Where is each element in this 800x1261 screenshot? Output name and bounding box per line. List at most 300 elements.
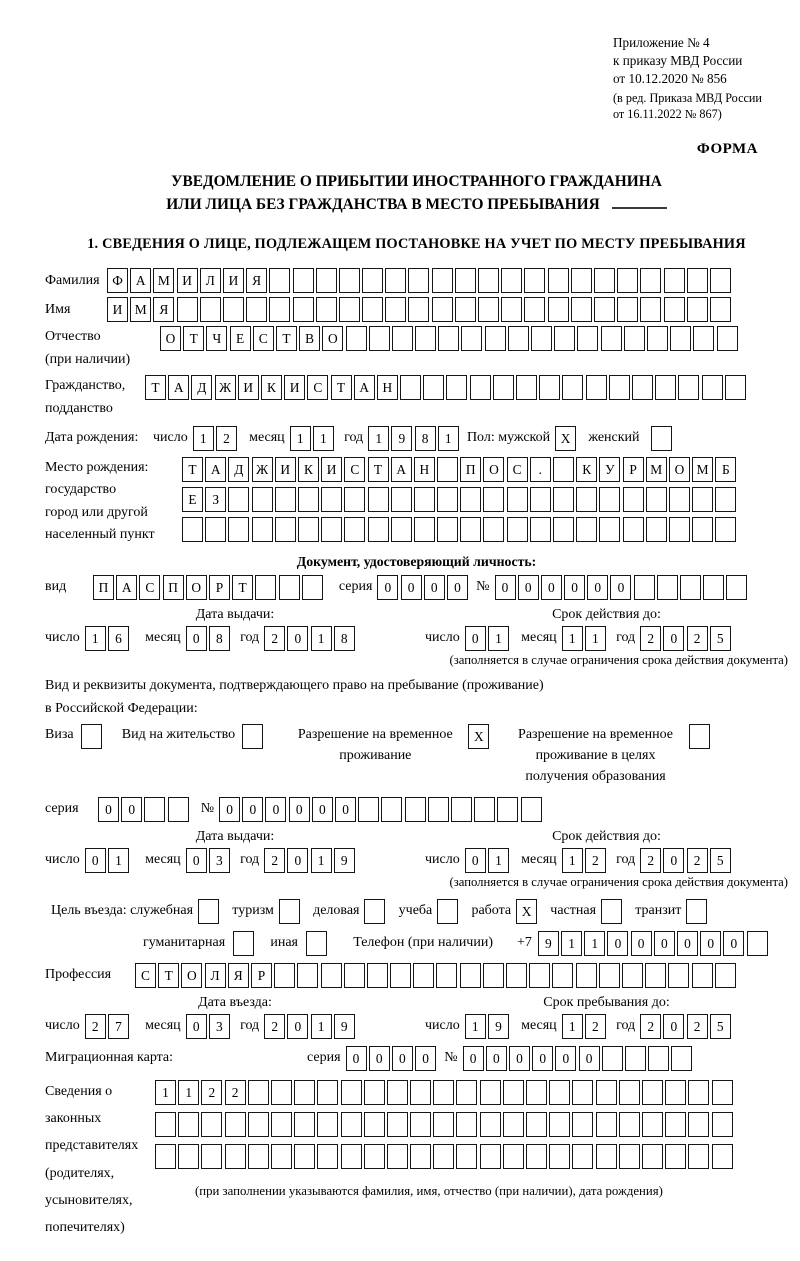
month-label: месяц (249, 430, 285, 446)
form-cell: Т (183, 326, 204, 351)
form-cell (414, 517, 435, 542)
birthplace-label: Место рождения: государство город или другой населенный пункт (45, 459, 155, 543)
form-cell: 0 (219, 797, 240, 822)
form-cell: 2 (687, 1014, 708, 1039)
form-cell (665, 1144, 686, 1169)
form-cell (622, 963, 643, 988)
form-cell: К (576, 457, 597, 482)
patronymic-label: Отчество (при наличии) (45, 329, 131, 367)
form-cell (233, 931, 254, 956)
form-cell: 0 (377, 575, 398, 600)
form-cell (526, 1112, 547, 1137)
form-cell: М (130, 297, 151, 322)
form-cell: 0 (287, 1014, 308, 1039)
form-cell (571, 268, 592, 293)
birthplace-cells (182, 457, 739, 542)
form-cell (391, 487, 412, 512)
form-cell: К (298, 457, 319, 482)
form-cell (609, 375, 630, 400)
form-cell (712, 1144, 733, 1169)
purpose-tourism-label: туризм (232, 903, 274, 919)
form-cell (294, 1144, 315, 1169)
form-cell (596, 1144, 617, 1169)
phone-cells (538, 931, 770, 956)
form-cell (201, 1144, 222, 1169)
form-cell (413, 963, 434, 988)
form-cell: Т (182, 457, 203, 482)
form-cell (317, 1080, 338, 1105)
doc-issue-day-cells (85, 626, 131, 651)
form-cell: 1 (562, 848, 583, 873)
form-cell: Я (246, 268, 267, 293)
visit-dates (45, 995, 788, 1039)
purpose-study-checkbox (437, 899, 460, 924)
form-cell (687, 268, 708, 293)
form-cell: Л (205, 963, 226, 988)
birthplace-row3-cells (182, 517, 739, 542)
form-cell (521, 797, 542, 822)
form-cell (688, 1112, 709, 1137)
stay-until-head: Срок пребывания до: (543, 994, 670, 1010)
form-cell (478, 297, 499, 322)
month-label: месяц (145, 1018, 181, 1034)
citizenship-row (45, 375, 788, 420)
form-cell (339, 268, 360, 293)
form-cell (293, 268, 314, 293)
form-cell: Р (209, 575, 230, 600)
stay-doc-type-row (45, 724, 788, 787)
visa-label: Виза (45, 726, 74, 742)
form-cell (201, 1112, 222, 1137)
form-cell (368, 517, 389, 542)
form-cell (710, 297, 731, 322)
form-cell (715, 487, 736, 512)
form-cell (553, 517, 574, 542)
form-cell: 3 (209, 848, 230, 873)
form-cell: М (646, 457, 667, 482)
day-label: число (425, 630, 460, 645)
form-cell (647, 326, 668, 351)
month-label: месяц (145, 630, 181, 645)
doc-type-cells (93, 575, 325, 600)
purpose-row (45, 899, 788, 924)
form-cell (298, 487, 319, 512)
form-cell (664, 268, 685, 293)
year-label: год (344, 430, 364, 446)
form-cell (688, 1080, 709, 1105)
form-cell (686, 899, 707, 924)
form-cell (664, 297, 685, 322)
form-cell: Н (414, 457, 435, 482)
form-cell (601, 899, 622, 924)
form-cell (297, 963, 318, 988)
form-cell: Ф (107, 268, 128, 293)
form-cell (651, 426, 672, 451)
form-cell: 0 (186, 1014, 207, 1039)
form-cell: 0 (424, 575, 445, 600)
form-cell (648, 1046, 669, 1071)
form-cell (317, 1144, 338, 1169)
form-cell (269, 297, 290, 322)
form-cell (483, 963, 504, 988)
form-cell (423, 375, 444, 400)
form-cell (485, 326, 506, 351)
form-cell: 1 (585, 626, 606, 651)
form-cell (678, 375, 699, 400)
form-cell: 1 (438, 426, 459, 451)
form-cell: И (321, 457, 342, 482)
form-cell (438, 326, 459, 351)
form-cell (369, 326, 390, 351)
amendment-line: (в ред. Приказа МВД России (613, 91, 762, 106)
form-cell (432, 297, 453, 322)
form-cell (576, 517, 597, 542)
form-cell (594, 297, 615, 322)
form-cell (549, 1112, 570, 1137)
form-cell: 0 (723, 931, 744, 956)
form-cell (715, 963, 736, 988)
year-label: год (616, 630, 636, 645)
form-cell: 0 (610, 575, 631, 600)
series-label: серия (307, 1050, 341, 1066)
form-cell (341, 1144, 362, 1169)
form-cell: Т (145, 375, 166, 400)
form-cell (271, 1112, 292, 1137)
form-cell (602, 1046, 623, 1071)
form-cell (344, 963, 365, 988)
form-cell (599, 963, 620, 988)
form-cell (642, 1080, 663, 1105)
day-label: число (45, 852, 80, 868)
form-cell (642, 1144, 663, 1169)
form-cell (455, 297, 476, 322)
form-cell (553, 457, 574, 482)
stay-valid-day-cells (465, 848, 511, 873)
doc-series-label: серия (338, 579, 373, 594)
form-cell (531, 326, 552, 351)
doc-issue-month-cells (186, 626, 232, 651)
doc-issue-head: Дата выдачи: (195, 606, 275, 622)
form-cell: 0 (85, 848, 106, 873)
entry-head: Дата въезда: (198, 994, 272, 1010)
representatives-row1-cells (155, 1080, 735, 1105)
form-cell (671, 1046, 692, 1071)
form-cell (271, 1144, 292, 1169)
purpose-private-label: частная (550, 903, 597, 919)
form-cell: 0 (287, 626, 308, 651)
form-cell (248, 1080, 269, 1105)
year-label: год (616, 1018, 636, 1034)
form-cell (668, 963, 689, 988)
residence-checkbox (242, 724, 265, 749)
form-cell (223, 297, 244, 322)
form-cell: 0 (392, 1046, 413, 1071)
purpose-private-checkbox (601, 899, 624, 924)
form-cell: О (483, 457, 504, 482)
form-cell (572, 1080, 593, 1105)
doc-number-cells (495, 575, 750, 600)
phone-label: Телефон (при наличии) (353, 935, 493, 951)
form-cell (252, 517, 273, 542)
form-cell: З (205, 487, 226, 512)
identity-doc-heading: Документ, удостоверяющий личность: (296, 553, 537, 569)
form-cell: О (181, 963, 202, 988)
purpose-intro-label: Цель въезда: служебная (51, 903, 194, 919)
purpose-humanitarian-checkbox (233, 931, 256, 956)
purpose-other-label: иная (270, 935, 298, 951)
form-cell (246, 297, 267, 322)
form-cell (553, 487, 574, 512)
form-word: ФОРМА (696, 141, 758, 158)
form-cell (317, 1112, 338, 1137)
form-cell (503, 1144, 524, 1169)
form-cell (669, 487, 690, 512)
phone-prefix: +7 (517, 935, 532, 951)
profession-cells (135, 963, 738, 988)
form-cell (692, 963, 713, 988)
purpose-business-checkbox (364, 899, 387, 924)
representatives-row3-cells (155, 1144, 735, 1169)
surname-cells (107, 268, 733, 293)
form-cell: К (261, 375, 282, 400)
form-cell (645, 963, 666, 988)
form-cell: А (391, 457, 412, 482)
form-cell: Т (232, 575, 253, 600)
edu-permit-checkbox (689, 724, 712, 749)
form-cell (624, 326, 645, 351)
form-cell: 0 (287, 848, 308, 873)
stay-valid-month-cells (562, 848, 608, 873)
form-cell: 0 (663, 626, 684, 651)
form-cell (456, 1144, 477, 1169)
form-cell: 2 (640, 848, 661, 873)
representatives-row2-cells (155, 1112, 735, 1137)
form-cell: 1 (488, 626, 509, 651)
form-cell (640, 297, 661, 322)
doc-issue-year-cells (264, 626, 357, 651)
day-label: число (153, 430, 188, 446)
form-cell (178, 1112, 199, 1137)
form-cell (617, 297, 638, 322)
form-cell (387, 1144, 408, 1169)
form-cell: 0 (463, 1046, 484, 1071)
form-cell: 1 (311, 848, 332, 873)
form-cell (248, 1144, 269, 1169)
residence-label: Вид на жительство (121, 726, 236, 742)
form-cell (632, 375, 653, 400)
form-cell: Р (623, 457, 644, 482)
form-cell: 9 (538, 931, 559, 956)
form-cell: Т (158, 963, 179, 988)
form-cell (279, 575, 300, 600)
form-cell: 1 (368, 426, 389, 451)
form-cell: 1 (85, 626, 106, 651)
identity-doc-row (45, 575, 788, 600)
form-cell (646, 517, 667, 542)
form-cell (619, 1144, 640, 1169)
form-cell (571, 297, 592, 322)
stay-number-cells (219, 797, 544, 822)
temp-permit-item (289, 724, 491, 766)
form-cell (437, 487, 458, 512)
form-cell (455, 268, 476, 293)
form-cell (387, 1112, 408, 1137)
form-cell (432, 268, 453, 293)
form-cell (367, 963, 388, 988)
form-cell: Д (191, 375, 212, 400)
form-cell: С (139, 575, 160, 600)
form-cell (599, 487, 620, 512)
form-cell: И (177, 268, 198, 293)
form-cell (640, 268, 661, 293)
profession-row (45, 963, 788, 988)
form-cell (228, 517, 249, 542)
form-cell: Ж (252, 457, 273, 482)
form-cell: 0 (631, 931, 652, 956)
form-cell (341, 1080, 362, 1105)
form-cell: А (168, 375, 189, 400)
form-cell (596, 1080, 617, 1105)
form-cell: А (130, 268, 151, 293)
form-cell (298, 517, 319, 542)
form-cell (242, 724, 263, 749)
form-cell (344, 517, 365, 542)
doc-valid-year-cells (640, 626, 733, 651)
form-cell: 0 (607, 931, 628, 956)
form-cell: 2 (201, 1080, 222, 1105)
birthdate-row (45, 426, 788, 451)
form-cell (619, 1080, 640, 1105)
citizenship-cells (145, 375, 748, 400)
form-cell: 0 (121, 797, 142, 822)
form-cell: 2 (585, 1014, 606, 1039)
form-cell (712, 1112, 733, 1137)
form-cell (717, 326, 738, 351)
section1-heading: 1. СВЕДЕНИЯ О ЛИЦЕ, ПОДЛЕЖАЩЕМ ПОСТАНОВКЕ НА УЧЕТ ПО МЕСТУ ПРЕБЫВАНИЯ (87, 236, 746, 253)
form-cell (497, 797, 518, 822)
form-cell (634, 575, 655, 600)
form-cell (433, 1144, 454, 1169)
form-cell (689, 724, 710, 749)
stay-series-cells (98, 797, 191, 822)
form-cell (364, 1144, 385, 1169)
purpose-tourism-checkbox (279, 899, 302, 924)
identity-doc-dates (45, 607, 788, 651)
form-cell (554, 326, 575, 351)
form-cell: С (253, 326, 274, 351)
residence-item (122, 724, 266, 749)
surname-label: Фамилия (45, 272, 100, 288)
form-cell (508, 326, 529, 351)
form-cell (552, 963, 573, 988)
form-cell (155, 1144, 176, 1169)
form-cell: Я (228, 963, 249, 988)
form-cell (387, 1080, 408, 1105)
form-cell: 0 (677, 931, 698, 956)
form-cell (415, 326, 436, 351)
form-cell: 0 (564, 575, 585, 600)
migration-number-cells (463, 1046, 695, 1071)
form-cell (269, 268, 290, 293)
form-cell: П (93, 575, 114, 600)
form-cell (539, 375, 560, 400)
form-cell: 8 (209, 626, 230, 651)
form-cell (507, 487, 528, 512)
form-cell: 0 (579, 1046, 600, 1071)
form-cell: 5 (710, 1014, 731, 1039)
form-cell: 8 (415, 426, 436, 451)
form-cell: 2 (225, 1080, 246, 1105)
edu-permit-label: Разрешение на временное проживание в целях получения образования (518, 726, 673, 784)
form-cell (524, 268, 545, 293)
form-cell (437, 899, 458, 924)
form-title-line2: ИЛИ ЛИЦА БЕЗ ГРАЖДАНСТВА В МЕСТО ПРЕБЫВАНИЯ (45, 193, 788, 216)
form-cell (446, 375, 467, 400)
form-cell: П (163, 575, 184, 600)
form-cell (385, 297, 406, 322)
form-cell (524, 297, 545, 322)
amendment-line: от 16.11.2022 № 867) (613, 107, 722, 122)
month-label: месяц (521, 852, 557, 868)
form-cell (341, 1112, 362, 1137)
form-cell: Н (377, 375, 398, 400)
birth-year-cells (368, 426, 461, 451)
form-cell: 9 (334, 848, 355, 873)
form-cell (321, 487, 342, 512)
form-cell: 1 (178, 1080, 199, 1105)
form-cell: Т (331, 375, 352, 400)
year-label: год (240, 852, 260, 868)
form-cell: 2 (687, 848, 708, 873)
form-cell (747, 931, 768, 956)
form-cell: X (555, 426, 576, 451)
patronymic-row (45, 326, 788, 371)
form-cell: 0 (465, 626, 486, 651)
form-cell (562, 375, 583, 400)
form-cell: 0 (509, 1046, 530, 1071)
form-cell (687, 297, 708, 322)
form-cell (408, 268, 429, 293)
entry-day-cells (85, 1014, 131, 1039)
form-cell (339, 297, 360, 322)
form-cell (601, 326, 622, 351)
year-label: год (240, 630, 260, 645)
form-cell (688, 1144, 709, 1169)
doc-valid-head: Срок действия до: (552, 606, 661, 622)
form-cell (483, 487, 504, 512)
form-cell: О (160, 326, 181, 351)
form-cell: 9 (334, 1014, 355, 1039)
sex-female-checkbox (651, 426, 674, 451)
form-cell (586, 375, 607, 400)
year-label: год (240, 1018, 260, 1034)
form-cell: Е (182, 487, 203, 512)
form-cell (200, 297, 221, 322)
form-cell: М (692, 457, 713, 482)
form-cell: 1 (108, 848, 129, 873)
form-cell (385, 268, 406, 293)
form-cell (623, 487, 644, 512)
form-cell (478, 268, 499, 293)
purpose-transit-label: транзит (635, 903, 682, 919)
form-cell (670, 326, 691, 351)
form-cell (252, 487, 273, 512)
form-cell (81, 724, 102, 749)
form-cell: А (116, 575, 137, 600)
form-cell (271, 1080, 292, 1105)
appendix-block (613, 34, 800, 123)
form-cell (205, 517, 226, 542)
